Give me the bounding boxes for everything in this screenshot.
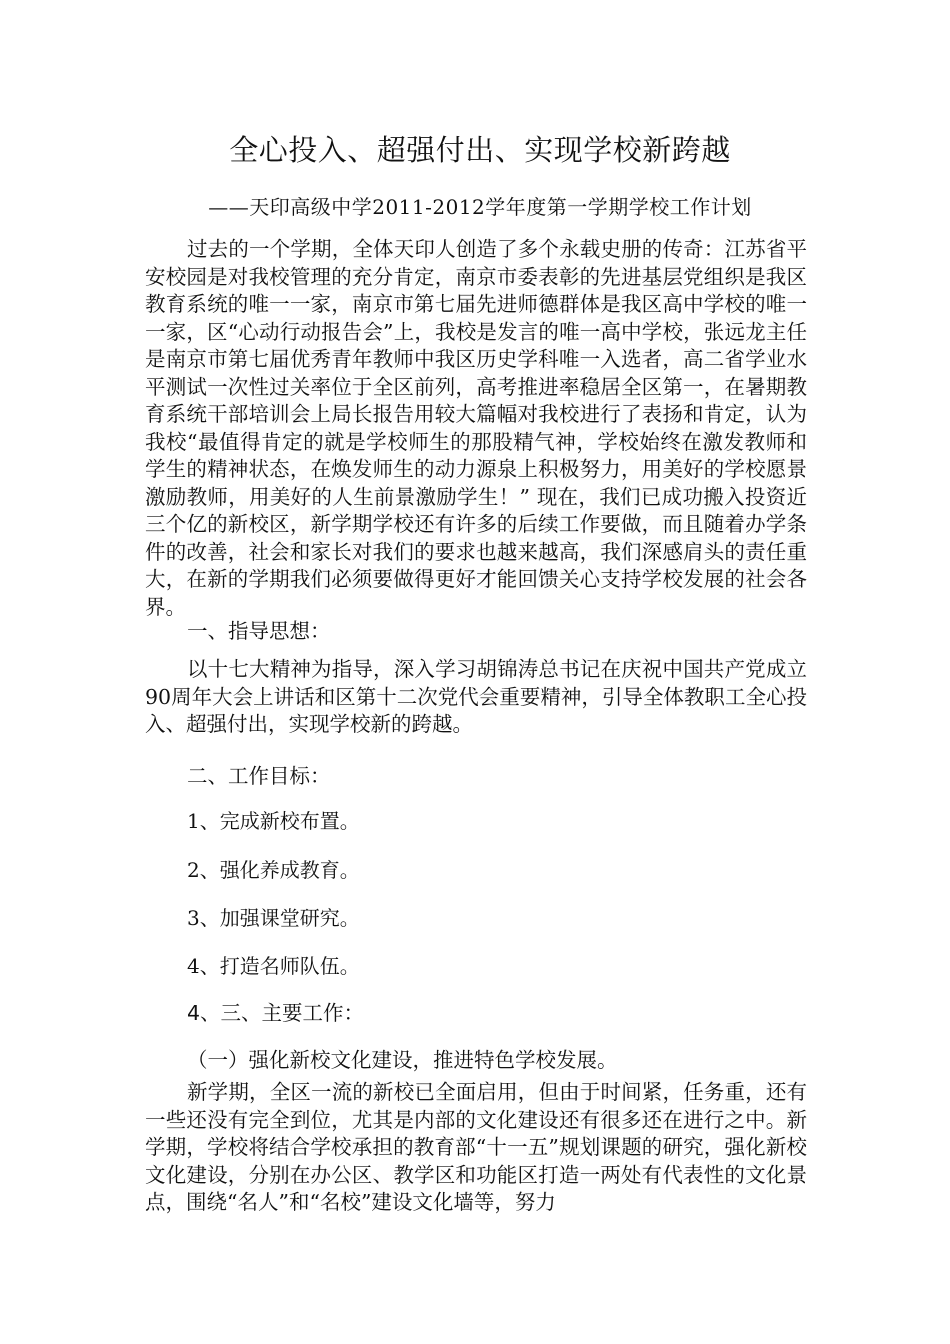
goal-item: 1、完成新校布置。 bbox=[187, 809, 360, 833]
section-heading-main-work: 4、三、主要工作： bbox=[187, 1001, 365, 1025]
document-subtitle: ——天印高级中学2011-2012学年度第一学期学校工作计划 bbox=[208, 195, 752, 219]
goal-item: 3、加强课堂研究。 bbox=[187, 906, 360, 930]
section-heading-work-goals: 二、工作目标： bbox=[187, 764, 331, 788]
goal-item: 2、强化养成教育。 bbox=[187, 858, 360, 882]
document-title: 全心投入、超强付出、实现学校新跨越 bbox=[229, 133, 731, 167]
culture-paragraph: 新学期，全区一流的新校已全面启用，但由于时间紧，任务重，还有一些还没有完全到位，尤其是内部的文化建设还有很多还在进行之中。新学期，学校将结合学校承担的教育部“十一五”规划课题的研究，强化新校文化建设，分别在办公区、教学区和功能区打造一两处有代表性的文化景点，围绕“名人”和“名校”建设文化墙等，努力 bbox=[145, 1080, 807, 1214]
guiding-thought-paragraph: 以十七大精神为指导，深入学习胡锦涛总书记在庆祝中国共产党成立90周年大会上讲话和区第十二次党代会重要精神，引导全体教职工全心投入、超强付出，实现学校新的跨越。 bbox=[145, 657, 807, 736]
intro-paragraph: 过去的一个学期，全体天印人创造了多个永载史册的传奇：江苏省平安校园是对我校管理的充分肯定，南京市委表彰的先进基层党组织是我区教育系统的唯一一家，南京市第七届先进师德群体是我区高中学校的唯一一家，区“心动行动报告会”上，我校是发言的唯一高中学校，张远龙主任是南京市第七届优秀青年教师中我区历史学科唯一入选者，高二省学业水平测试一次性过关率位于全区前列，高考推进率稳居全区第一，在暑期教育系统干部培训会上局长报告用较大篇幅对我校进行了表扬和肯定，认为我校“最值得肯定的就是学校师生的那股精气神，学校始终在激发教师和学生的精神状态，在焕发师生的动力源泉上积极努力，用美好的学校愿景激励教师，用美好的人生前景激励学生！” 现在，我们已成功搬入投资近三个亿的新校区，新学期学校还有许多的后续工作要做，而且随着办学条件的改善，社会和家长对我们的要求也越来越高，我们深感肩头的责任重大，在新的学期我们必须要做得更好才能回馈关心支持学校发展的社会各界。 bbox=[145, 237, 807, 619]
subsection-heading-culture: （一）强化新校文化建设，推进特色学校发展。 bbox=[187, 1048, 618, 1072]
goal-item: 4、打造名师队伍。 bbox=[187, 954, 360, 978]
section-heading-guiding-thought: 一、指导思想： bbox=[187, 619, 331, 643]
